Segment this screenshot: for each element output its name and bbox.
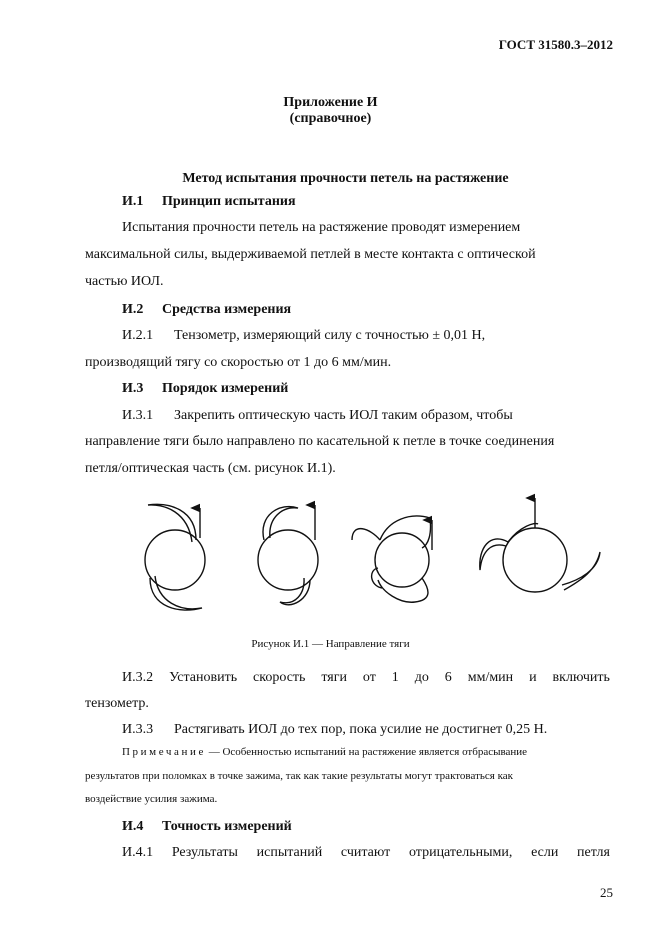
appendix-title: Приложение И: [283, 95, 378, 110]
clause-3-2: И.3.2 Установить скорость тяги от 1 до 6 мм/мин и включить: [122, 670, 610, 685]
method-title: Метод испытания прочности петель на растяжение: [182, 171, 509, 186]
paragraph-line: тензометр.: [85, 696, 149, 711]
lens-3-icon: [352, 516, 432, 602]
paragraph-line: максимальной силы, выдерживаемой петлей в месте контакта с оптической: [85, 247, 536, 262]
page-number: 25: [600, 885, 613, 900]
clause-2-1: И.2.1 Тензометр, измеряющий силу с точностью ± 0,01 Н,: [122, 328, 486, 343]
note-line: результатов при поломках в точке зажима, так как такие результаты могут трактоваться как: [85, 770, 513, 782]
lens-4-icon: [480, 498, 600, 592]
section-heading-2: И.2 Средства измерения: [122, 302, 292, 317]
note-line: воздействие усилия зажима.: [85, 793, 218, 805]
clause-3-3: И.3.3 Растягивать ИОЛ до тех пор, пока усилие не достигнет 0,25 Н.: [122, 722, 548, 737]
appendix-subtitle: (справочное): [289, 111, 372, 126]
paragraph-line: производящий тягу со скоростью от 1 до 6 мм/мин.: [85, 355, 392, 370]
section-heading-4: И.4 Точность измерений: [122, 819, 292, 834]
paragraph-line: направление тяги было направлено по касательной к петле в точке соединения: [85, 434, 555, 449]
section-heading-1: И.1 Принцип испытания: [122, 194, 296, 209]
document-header: ГОСТ 31580.3–2012: [498, 37, 613, 52]
figure-iol-pull-direction: [130, 490, 610, 625]
figure-caption: Рисунок И.1 — Направление тяги: [251, 638, 410, 650]
paragraph-line: Испытания прочности петель на растяжение проводят измерением: [122, 220, 521, 235]
note: Примечание — Особенностью испытаний на растяжение является отбрасывание: [122, 746, 528, 758]
section-heading-3: И.3 Порядок измерений: [122, 381, 289, 396]
clause-4-1: И.4.1 Результаты испытаний считают отрицательными, если петля: [122, 845, 610, 860]
clause-3-1: И.3.1 Закрепить оптическую часть ИОЛ таким образом, чтобы: [122, 408, 513, 423]
lens-2-icon: [258, 505, 318, 605]
paragraph-line: частью ИОЛ.: [85, 274, 164, 289]
lens-1-icon: [145, 504, 205, 610]
paragraph-line: петля/оптическая часть (см. рисунок И.1).: [85, 461, 336, 476]
